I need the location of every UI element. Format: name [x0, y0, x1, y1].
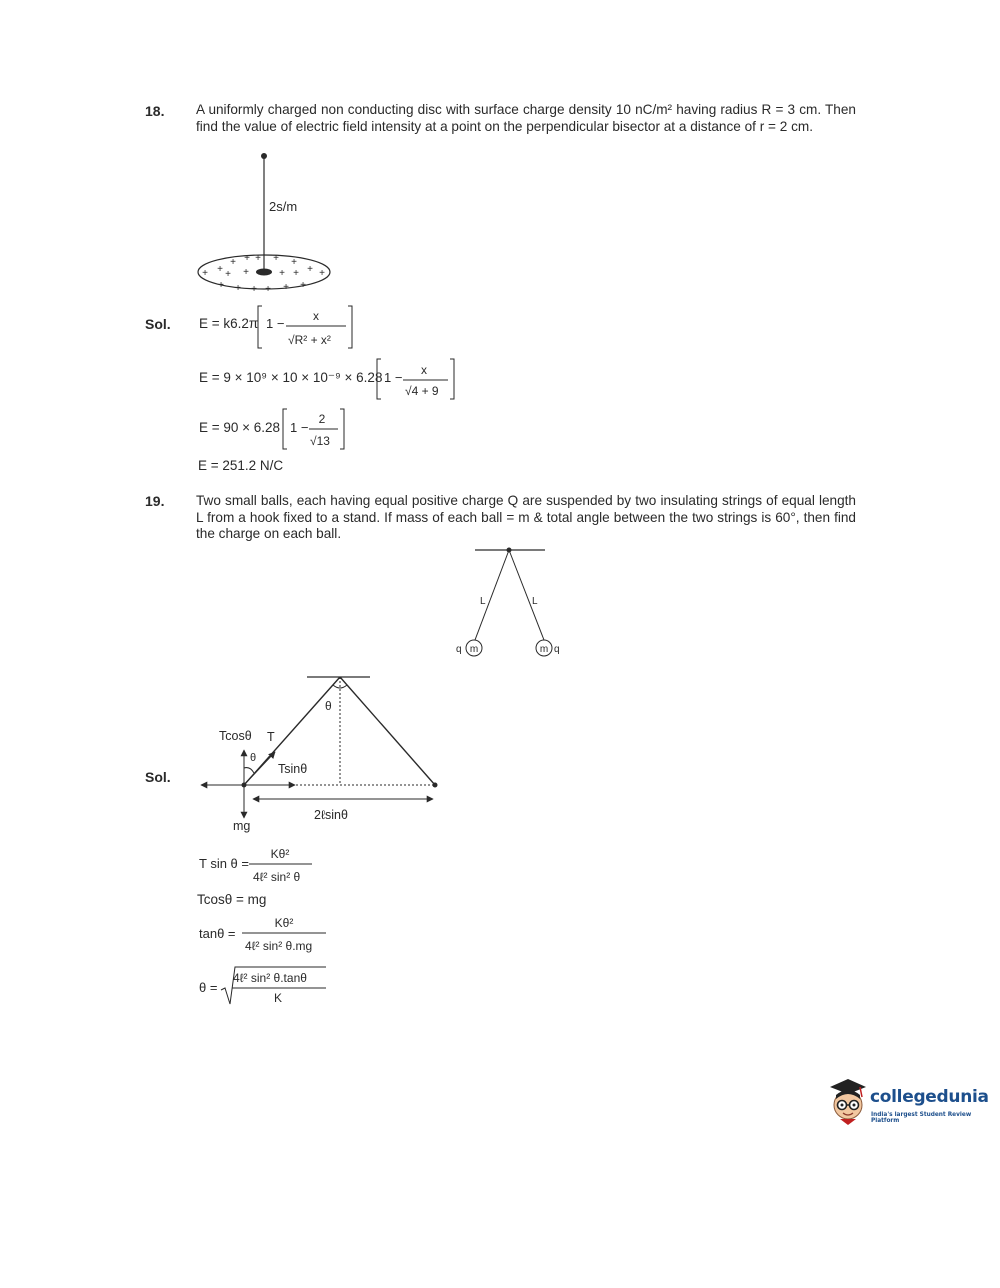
disc-figure-label: 2s/m [269, 199, 298, 214]
svg-text:m: m [469, 644, 479, 655]
svg-text:+: + [230, 257, 236, 268]
collegedunia-logo [826, 1075, 991, 1130]
sol19-equation-2: Tcosθ = mg [197, 892, 267, 907]
sol18-equation-1 [196, 300, 366, 352]
logo-tagline: India's largest Student Review Platform [871, 1112, 972, 1124]
svg-text:x: x [421, 363, 427, 377]
question-18-text: A uniformly charged non conducting disc with surface charge density 10 nC/m² having radius R = 3 cm. Then find the value of electric field intensity at a point on the perpendicular bisector at a distance of r = 2 cm. [196, 102, 856, 134]
svg-text:Kθ²: Kθ² [270, 847, 290, 861]
svg-text:θ: θ [325, 699, 332, 713]
svg-text:4ℓ² sin² θ: 4ℓ² sin² θ [253, 870, 301, 884]
free-body-diagram [195, 670, 455, 840]
svg-text:Tcosθ: Tcosθ [219, 729, 252, 743]
svg-text:Kθ²: Kθ² [274, 916, 294, 930]
svg-text:2ℓsinθ: 2ℓsinθ [314, 808, 348, 822]
svg-text:+: + [283, 282, 289, 293]
sol18-answer: E = 251.2 N/C [198, 458, 284, 473]
svg-text:4ℓ² sin² θ.mg: 4ℓ² sin² θ.mg [245, 939, 313, 953]
svg-text:E = k6.2π: E = k6.2π [199, 316, 259, 331]
svg-text:+: + [279, 268, 285, 279]
svg-text:+: + [255, 253, 261, 264]
svg-text:1 −: 1 − [290, 420, 309, 435]
svg-text:Tsinθ: Tsinθ [278, 762, 308, 776]
question-18-number: 18. [145, 103, 165, 119]
svg-text:+: + [235, 283, 241, 294]
sol19-equation-4 [196, 962, 346, 1010]
svg-text:+: + [291, 257, 297, 268]
svg-text:θ: θ [250, 752, 257, 764]
svg-text:L: L [480, 596, 486, 607]
svg-text:θ =: θ = [199, 980, 218, 995]
svg-text:tanθ =: tanθ = [199, 926, 236, 941]
svg-text:√13: √13 [310, 434, 330, 448]
svg-text:+: + [202, 268, 208, 279]
svg-text:1 −: 1 − [266, 316, 285, 331]
svg-text:L: L [532, 596, 538, 607]
svg-text:q: q [456, 644, 462, 655]
svg-text:+: + [300, 280, 306, 291]
question-19-text: Two small balls, each having equal positive charge Q are suspended by two insulating strings of equal length L from a hook fixed to a stand. If mass of each ball = m & total angle between the two strings is 60°, then find the charge on each ball. [196, 493, 856, 541]
svg-text:+: + [293, 268, 299, 279]
svg-text:+: + [273, 253, 279, 264]
suspended-balls-figure [440, 540, 580, 665]
svg-text:+: + [218, 280, 224, 291]
sol18-equation-3 [196, 405, 366, 455]
svg-text:K: K [273, 991, 283, 1005]
svg-text:√4 + 9: √4 + 9 [405, 384, 439, 398]
svg-text:+: + [251, 284, 257, 295]
solution-19-label: Sol. [145, 769, 171, 785]
svg-text:T sin θ =: T sin θ = [199, 856, 249, 871]
svg-text:q: q [554, 644, 560, 655]
svg-text:+: + [265, 284, 271, 295]
question-19-number: 19. [145, 493, 165, 509]
svg-text:+: + [319, 268, 325, 279]
svg-text:E = 9 × 10⁹ × 10 × 10⁻⁹ × 6.28: E = 9 × 10⁹ × 10 × 10⁻⁹ × 6.28 [199, 370, 383, 385]
svg-text:+: + [243, 267, 249, 278]
svg-text:x: x [313, 309, 319, 323]
svg-text:+: + [225, 269, 231, 280]
svg-text:√R² + x²: √R² + x² [288, 333, 331, 347]
logo-brand-name: collegedunia [870, 1087, 989, 1107]
svg-text:+: + [307, 264, 313, 275]
svg-text:mg: mg [233, 819, 251, 833]
svg-text:4ℓ² sin² θ.tanθ: 4ℓ² sin² θ.tanθ [233, 971, 307, 985]
svg-text:+: + [244, 253, 250, 264]
charged-disc-figure [190, 145, 340, 295]
mascot-icon [826, 1075, 870, 1129]
svg-text:+: + [217, 264, 223, 275]
sol19-equation-3 [196, 912, 346, 958]
svg-text:m: m [539, 644, 549, 655]
sol19-equation-1 [196, 843, 336, 889]
svg-text:1 −: 1 − [384, 370, 403, 385]
sol18-equation-2 [196, 355, 466, 405]
svg-text:2: 2 [318, 412, 326, 426]
svg-text:T: T [267, 730, 275, 744]
svg-text:E = 90 × 6.28: E = 90 × 6.28 [199, 420, 281, 435]
solution-18-label: Sol. [145, 316, 171, 332]
